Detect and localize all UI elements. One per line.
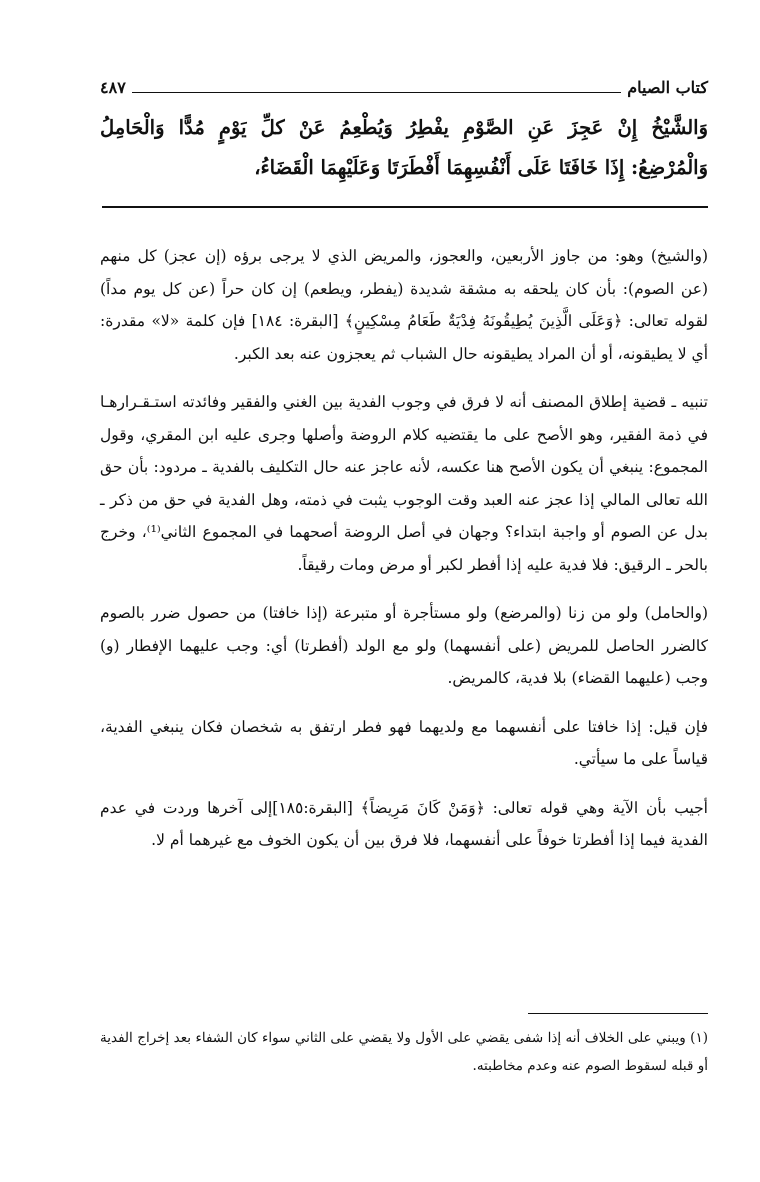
footnote-divider [528, 1013, 708, 1014]
footnote-block [100, 1024, 708, 1080]
running-header [100, 74, 708, 100]
commentary-paragraph-4: فإن قيل: إذا خافتا على أنفسهما مع ولديهما فهو فطر ارتفق به شخصان فكان ينبغي الفدية، قياساً على ما سيأتي. [100, 717, 708, 768]
matn-divider [102, 206, 708, 208]
chapter-title: كتاب الصيام [627, 77, 708, 97]
commentary-paragraph-5: أجيب بأن الآية وهي قوله تعالى: ﴿وَمَنْ كَانَ مَرِيضاً﴾ [البقرة:١٨٥]إلى آخرها وردت في عدم الفدية فيما إذا أفطرتا خوفاً على أنفسهما، فلا فرق بين أن يكون الخوف مع غيرهما أم لا. [100, 798, 708, 849]
matn-paragraph: وَالشَّيْخُ إِنْ عَجِزَ عَنِ الصَّوْمِ يفْطِرُ وَيُطْعِمُ عَنْ كلِّ يَوْمٍ مُدًّا وَالْحَامِلُ وَالْمُرْضِعُ: إِذَا خَافَتَا عَلَى أَنْفُسِهِمَا أَفْطَرَتَا وَعَلَيْهِمَا الْقَضَاءُ، [100, 116, 708, 179]
commentary-paragraph-1: (والشيخ) وهو: من جاوز الأربعين، والعجوز، والمريض الذي لا يرجى برؤه (إن عجز) كل منهم (عن الصوم): بأن كان يلحقه به مشقة شديدة (يفطر، ويطعم) إن كان حراً (عن كل يوم مداً) لقوله تعالى: ﴿وَعَلَى الَّذِينَ يُطِيقُونَهُ فِدْيَةٌ طَعَامُ مِسْكِينٍ﴾ [البقرة: ١٨٤] فإن كلمة «لا» مقدرة: أي لا يطيقونه، أو أن المراد يطيقونه حال الشباب ثم يعجزون عنه بعد الكبر. [100, 247, 709, 363]
commentary-paragraph-2: تنبيه ـ قضية إطلاق المصنف أنه لا فرق في وجوب الفدية بين الغني والفقير وفائدته استـقـرارهـا في ذمة الفقير، وهو الأصح على ما يقتضيه كلام الروضة وأصلها وجرى عليه ابن المقري، وقول المجموع: ينبغي أن يكون الأصح هنا عكسه، لأنه عاجز عنه حال التكليف بالفدية ـ مردود: بأن حق الله تعالى المالي إذا عجز عنه العبد وقت الوجوب يثبت في ذمته، وهل الفدية في حق من ذكر ـ بدل عن الصوم أو واجبة ابتداء؟ وجهان في أصل الروضة أصحهما في المجموع الثاني⁽¹⁾، وخرج بالحر ـ الرقيق: فلا فدية عليه إذا أفطر لكبر أو مرض ومات رقيقاً. [100, 393, 708, 574]
page-number: ٤٨٧ [100, 77, 126, 97]
matn-text-block [100, 108, 708, 188]
commentary-paragraph-3: (والحامل) ولو من زنا (والمرضع) ولو مستأجرة أو متبرعة (إذا خافتا) من حصول ضرر بالصوم كالضرر الحاصل للمريض (على أنفسهما) ولو مع الولد (أفطرتا) أي: وجب عليهما الإفطار (و) وجب (عليهما القضاء) بلا فدية، كالمريض. [100, 604, 708, 687]
commentary-body [100, 240, 708, 873]
header-rule [132, 82, 621, 93]
footnote-1: (١) ويبني على الخلاف أنه إذا شفى يقضي على الأول ولا يقضي على الثاني سواء كان الشفاء بعد إخراج الفدية أو قبله لسقوط الصوم عنه وعدم مخاطبته. [100, 1030, 708, 1074]
